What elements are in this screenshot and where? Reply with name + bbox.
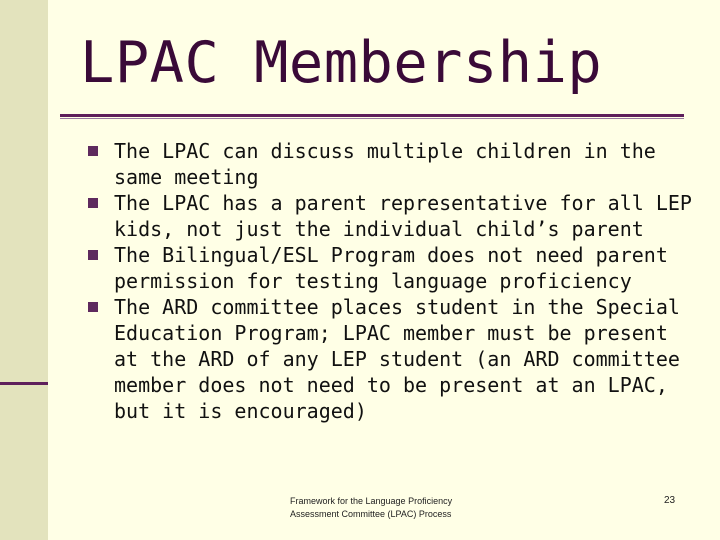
- square-bullet-icon: [88, 146, 98, 156]
- square-bullet-icon: [88, 250, 98, 260]
- square-bullet-icon: [88, 198, 98, 208]
- side-band: [0, 0, 48, 540]
- page-number: 23: [664, 495, 676, 506]
- title-underline-thin: [60, 118, 684, 119]
- slide-title: LPAC Membership: [80, 30, 603, 96]
- footer-text: [290, 495, 452, 521]
- bullet-text: The Bilingual/ESL Program does not need parent permission for testing language proficiency: [114, 243, 668, 293]
- bullet-item: [88, 138, 698, 190]
- bullet-item: [88, 242, 698, 294]
- bullet-list: [88, 138, 698, 424]
- square-bullet-icon: [88, 302, 98, 312]
- bullet-text: The LPAC has a parent representative for all LEP kids, not just the individual child’s parent: [114, 191, 692, 241]
- bullet-item: [88, 294, 698, 424]
- footer-line-2: Assessment Committee (LPAC) Process: [290, 509, 452, 519]
- side-accent-line: [0, 382, 48, 385]
- footer-line-1: Framework for the Language Proficiency: [290, 496, 453, 506]
- bullet-item: [88, 190, 698, 242]
- bullet-text: The ARD committee places student in the Special Education Program; LPAC member must be present at the ARD of any LEP student (an ARD committee member does not need to be present at an LPAC, but it is encouraged): [114, 295, 680, 423]
- title-underline: [60, 114, 684, 117]
- bullet-text: The LPAC can discuss multiple children in the same meeting: [114, 139, 656, 189]
